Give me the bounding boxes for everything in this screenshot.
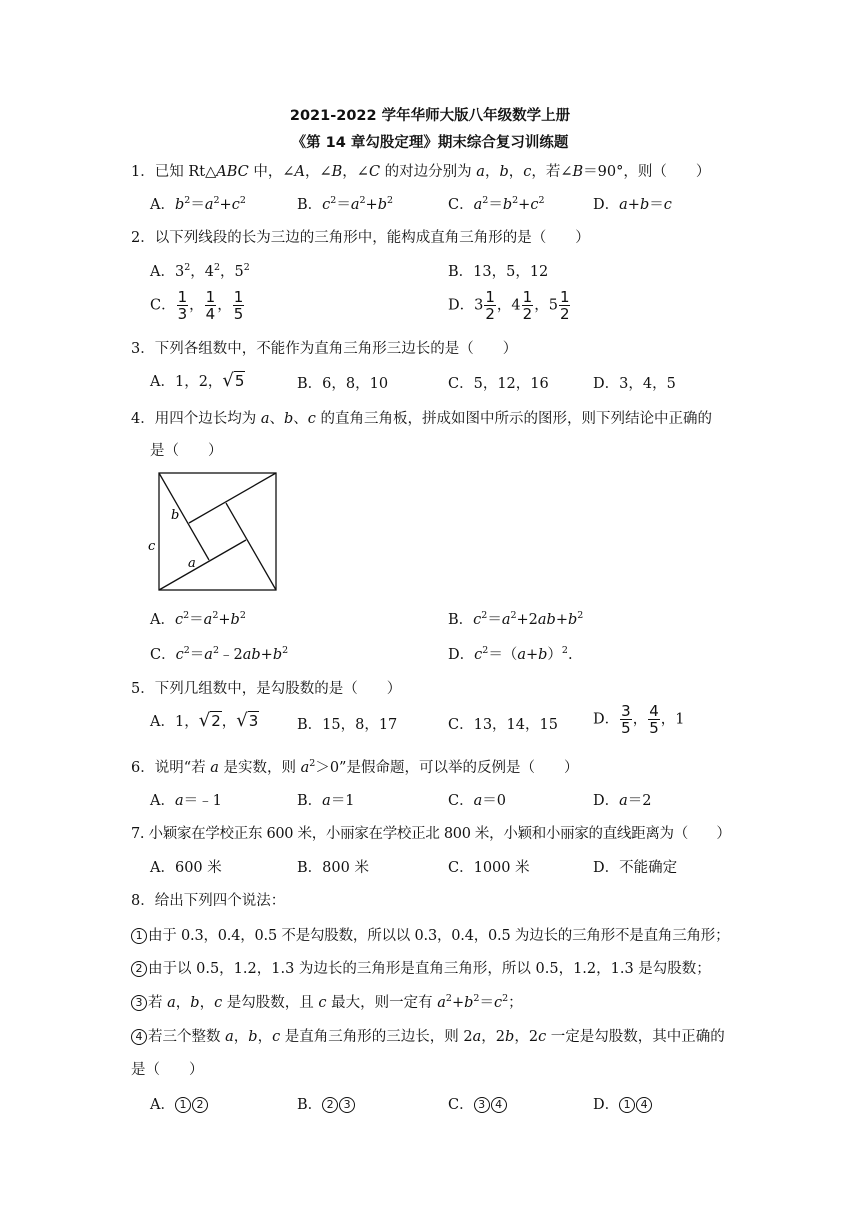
question-8-stem: 8．给出下列四个说法： <box>131 893 286 909</box>
question-6-option-a[interactable]: A．a＝﹣1 <box>150 793 222 809</box>
question-8-stem-end: 是（ ） <box>131 1062 204 1078</box>
fig-label-b: b <box>171 508 180 523</box>
question-7-option-c[interactable]: C．1000 米 <box>448 860 530 876</box>
question-3-option-b[interactable]: B．6，8，10 <box>297 376 389 392</box>
statement-2: 2 由于以 0.5，1.2，1.3 为边长的三角形是直角三角形，所以 0.5，1.2，1.3 是勾股数； <box>131 957 711 978</box>
doc-title-line1: 2021-2022 学年华师大版八年级数学上册 <box>289 108 571 124</box>
pinwheel-figure <box>143 470 283 595</box>
question-7-stem: 7. 小颖家在学校正东 600 米，小丽家在学校正北 800 米，小颖和小丽家的直线距离为（ ） <box>131 826 731 842</box>
question-4-stem-cont: 是（ ） <box>150 443 223 459</box>
question-4-option-d[interactable]: D．$c^2=(a+b)^2$. <box>448 645 573 663</box>
fig-label-c: c <box>148 539 156 554</box>
statement-3: 3 若 a，b，c 是勾股数，且 c 最大，则一定有 $a^2+b^2=c^2$； <box>131 991 523 1012</box>
question-5-option-a[interactable]: A．1，√2，√3 <box>150 710 259 731</box>
question-1-option-b[interactable]: B．$c^2=a^2+b^2$ <box>297 195 394 213</box>
question-4-option-a[interactable]: A．$c^2=a^2+b^2$ <box>150 610 246 628</box>
question-5-option-d[interactable]: D． $\frac{3}{5}$ ， $\frac{4}{5}$ ，1 <box>593 702 685 737</box>
question-5-option-b[interactable]: B．15，8，17 <box>297 717 398 733</box>
question-2-option-c[interactable]: C． $\frac{1}{3}$ ， $\frac{1}{4}$ ， $\frac{1}{5}$ <box>150 288 244 323</box>
question-4-option-b[interactable]: B．$c^2=a^2+2ab+b^2$ <box>448 610 584 628</box>
question-4-stem: 4．用四个边长均为 a、b、c 的直角三角板，拼成如图中所示的图形，则下列结论中正确的 <box>131 411 713 427</box>
question-1-option-c[interactable]: C．$a^2=b^2+c^2$ <box>448 195 545 213</box>
question-4-option-c[interactable]: C．$c^2=a^2﹣2ab+b^2$ <box>150 645 289 663</box>
question-3-option-d[interactable]: D．3，4，5 <box>593 376 676 392</box>
question-1-option-a[interactable]: A．$b^2=a^2+c^2$ <box>150 195 246 213</box>
question-6-option-d[interactable]: D．a＝2 <box>593 793 652 809</box>
question-2-stem: 2．以下列线段的长为三边的三角形中，能构成直角三角形的是（ ） <box>131 230 590 246</box>
question-1-stem: 1．已知 Rt△ABC 中，∠A，∠B，∠C 的对边分别为 a，b，c，若∠B＝90°，则（ ） <box>131 164 711 180</box>
statement-4: 4 若三个整数 a，b，c 是直角三角形的三边长，则 2a，2b，2c 一定是勾股数，其中正确的 <box>131 1025 725 1046</box>
question-3-stem: 3．下列各组数中，不能作为直角三角形三边长的是（ ） <box>131 341 518 357</box>
question-6-stem: 6．说明“若 a 是实数，则 $a^2>0$”是假命题，可以举的反例是（ ） <box>131 758 579 776</box>
fig-label-a: a <box>188 556 196 571</box>
statement-1: 1 由于 0.3，0.4，0.5 不是勾股数，所以以 0.3，0.4，0.5 为边长的三角形不是直角三角形； <box>131 924 729 945</box>
question-2-option-b[interactable]: B．13，5，12 <box>448 264 549 280</box>
question-8-option-b[interactable]: B． 2 3 <box>297 1093 356 1114</box>
question-8-option-a[interactable]: A． 1 2 <box>150 1093 209 1114</box>
question-7-option-d[interactable]: D．不能确定 <box>593 860 678 876</box>
question-7-option-a[interactable]: A．600 米 <box>150 860 222 876</box>
question-2-option-d[interactable]: D．3 $\frac{1}{2}$ ，4 $\frac{1}{2}$ ，5 $\frac{1}{2}$ <box>448 288 570 323</box>
question-6-option-c[interactable]: C．a＝0 <box>448 793 506 809</box>
question-7-option-b[interactable]: B．800 米 <box>297 860 369 876</box>
question-2-option-a[interactable]: A．$3^2$，$4^2$，$5^2$ <box>150 262 250 280</box>
question-8-option-c[interactable]: C． 3 4 <box>448 1093 508 1114</box>
doc-title-line2: 《第 14 章勾股定理》期末综合复习训练题 <box>291 135 569 151</box>
question-5-stem: 5．下列几组数中，是勾股数的是（ ） <box>131 681 402 697</box>
question-5-option-c[interactable]: C．13，14，15 <box>448 717 558 733</box>
question-6-option-b[interactable]: B．a＝1 <box>297 793 355 809</box>
question-3-option-c[interactable]: C．5，12，16 <box>448 376 549 392</box>
question-3-option-a[interactable]: A．1，2，√5 <box>150 370 245 391</box>
question-1-option-d[interactable]: D．a+b＝c <box>593 197 672 213</box>
question-8-option-d[interactable]: D． 1 4 <box>593 1093 653 1114</box>
